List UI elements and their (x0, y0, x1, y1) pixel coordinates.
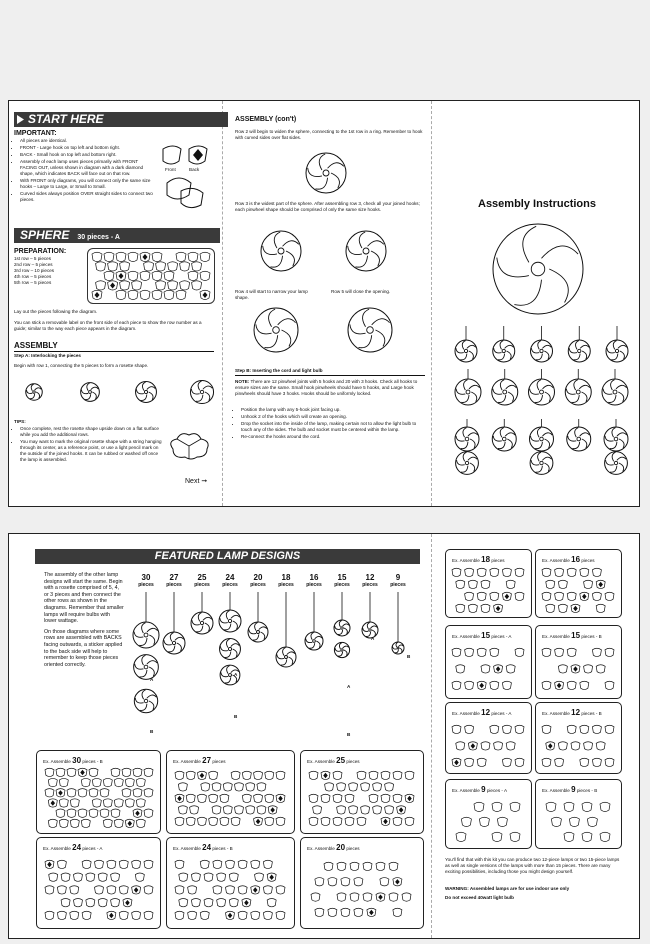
important-heading: IMPORTANT: (14, 130, 57, 137)
front-label: Front (165, 167, 176, 172)
piece-grid-diagram (452, 725, 524, 767)
example-label: Ex. Assemble 24 pieces - A (43, 843, 103, 852)
row5-text: Row 5 will close the opening. (331, 289, 391, 294)
warning-text-1: WARNING: Assembled lamps are for use indoor use only (445, 886, 570, 891)
row3-text: Row 3 is the widest part of the sphere. After assembling row 3, check all your joined hooks; each pinwheel shape should be comprised of only the same size hooks. (235, 201, 420, 212)
list-item: • With FRONT only diagrams, you will connect only the same size hooks – Large to Large, or Small to Small. (20, 178, 154, 190)
example-label: Ex. Assemble 25 pieces (307, 756, 360, 765)
row-item: 1st row – 5 pieces (14, 256, 52, 261)
row-item: 3rd row – 10 pieces (14, 268, 55, 273)
example-label: Ex. Assemble 9 pieces - B (542, 785, 598, 794)
lamp-row4-diagram (252, 306, 300, 354)
example-label: Ex. Assemble 24 pieces - B (173, 843, 233, 852)
list-item: • Assembly of each lamp uses pieces primarily with FRONT FACING OUT, unless shown in diagram with a dark diamond shape, which indicates BACK will face out on that row. (20, 159, 154, 177)
example-box (300, 837, 424, 929)
example-label: Ex. Assemble 16 pieces (542, 555, 595, 564)
list-item: • Once complete, rest the rosette shape upside down on a flat surface while you add the additional rows. (20, 426, 164, 438)
assembly-cont-title: ASSEMBLY (235, 116, 274, 123)
example-label: Ex. Assemble 15 pieces - B (542, 631, 602, 640)
arrow-icon (15, 114, 27, 125)
piece-grid-diagram (309, 771, 414, 826)
example-box (535, 779, 622, 849)
lamp-row5-diagram (346, 306, 394, 354)
next-link[interactable] (185, 477, 207, 485)
variant-b-label: B (347, 732, 351, 737)
example-box (36, 750, 161, 834)
next-label: Next (185, 478, 200, 485)
example-box (445, 625, 532, 699)
example-label: Ex. Assemble 30 pieces - B (43, 756, 103, 765)
rosette-upside-down-icon (167, 431, 211, 461)
piece-count-24: 24 pieces (222, 573, 238, 588)
variant-b-label: B (150, 729, 154, 734)
variant-b-label: B (407, 654, 411, 659)
hanging-lamps-row-2 (449, 369, 634, 419)
layout-text: Lay out the pieces following the diagram. (14, 309, 98, 314)
example-box (445, 779, 532, 849)
sphere-subtitle: 30 pieces - A (77, 234, 120, 241)
label-text: You can stick a removable label on the front side of each piece to show the row number as a guide; similar to the way each piece appears in the diagram. (14, 320, 202, 331)
example-box (166, 750, 295, 834)
piece-count-30: 30 pieces (138, 573, 154, 588)
piece-grid-diagram (45, 768, 153, 828)
example-box (535, 625, 622, 699)
lamp-row3a-diagram (259, 229, 303, 273)
piece-grid-diagram (92, 252, 210, 300)
piece-count-18: 18 pieces (278, 573, 294, 588)
step-b-list (235, 407, 425, 441)
fold-line (222, 101, 223, 506)
example-box (300, 750, 424, 834)
piece-count-20: 20 pieces (250, 573, 266, 588)
piece-grid-diagram (456, 802, 520, 842)
example-box (166, 837, 295, 929)
row4-text: Row 4 will start to narrow your lamp shape. (235, 289, 308, 300)
list-item: • BACK - Small hook on top left and bottom right. (20, 152, 154, 158)
step-a-heading: Step A: Interlocking the pieces (14, 353, 81, 358)
featured-text (44, 572, 124, 668)
piece-grid-diagram (452, 648, 524, 690)
piece-grid-diagram (452, 568, 524, 613)
rosette-steps-diagram (23, 376, 213, 408)
example-label: Ex. Assemble 27 pieces (173, 756, 226, 765)
piece-count-12: 12 pieces (362, 573, 378, 588)
example-box (535, 549, 622, 618)
divider (235, 375, 425, 376)
row-item: 2nd row – 5 pieces (14, 262, 53, 267)
front-back-piece-icon (159, 143, 214, 213)
variant-a-label: A (234, 672, 238, 677)
list-item: • Curved sides always position OVER straight sides to connect two pieces. (20, 191, 154, 203)
fold-line (431, 101, 432, 506)
example-label: Ex. Assemble 18 pieces (452, 555, 505, 564)
piece-count-9: 9 pieces (390, 573, 406, 588)
example-box (445, 702, 532, 774)
assembly-cont-sub: (con't) (275, 116, 297, 123)
hanging-lamps-row-1 (449, 326, 634, 366)
important-list (14, 138, 154, 204)
example-label: Ex. Assemble 20 pieces (307, 843, 360, 852)
instruction-sheet-2 (8, 533, 640, 939)
row-item: 5th row – 5 pieces (14, 280, 52, 285)
preparation-diagram (87, 248, 215, 304)
featured-text-2: On those diagrams where some rows are assembled with BACKS facing outwards, a sticker applied to the back side will help to remember to keep those pieces oriented correctly. (44, 628, 123, 668)
featured-title: FEATURED LAMP DESIGNS (154, 550, 301, 562)
footer-text: You'll find that with this kit you can produce two 12-piece lamps or two 15-piece lamps as well as single versions of the lamps with more than 15 pieces. There are many exciting possibilities, including those you might design yourself. (445, 857, 620, 874)
note-block (235, 379, 425, 397)
hanging-lamps-row-3 (449, 419, 634, 497)
piece-count-27: 27 pieces (166, 573, 182, 588)
list-item: • Re-connect the hooks around the cord. (241, 434, 425, 440)
back-label: Back (189, 167, 200, 172)
list-item: • Unhook 2 of the hooks which will create an opening. (241, 414, 425, 420)
arrow-right-icon: ➞ (201, 478, 208, 485)
piece-grid-diagram (175, 860, 285, 920)
piece-grid-diagram (542, 568, 614, 613)
main-lamp-illustration (490, 221, 586, 317)
step-a-text: Begin with row 1, connecting the 5 pieces to form a rosette shape. (14, 363, 149, 368)
assembly-heading: ASSEMBLY (14, 341, 58, 350)
list-item: • FRONT - Large hook on top left and bottom right. (20, 145, 154, 151)
start-here-title: START HERE (28, 112, 104, 126)
divider (14, 351, 214, 352)
list-item: • All pieces are identical. (20, 138, 154, 144)
warning-text-2: Do not exceed 40watt light bulb (445, 895, 514, 900)
step-b-heading: Step B: Inserting the cord and light bulb (235, 368, 323, 373)
fold-line (431, 534, 432, 938)
piece-grid-diagram (546, 802, 610, 842)
list-item: • Position the lamp with any 5-hook joint facing up. (241, 407, 425, 413)
piece-count-25: 25 pieces (194, 573, 210, 588)
sphere-title: SPHERE (20, 228, 70, 242)
piece-grid-diagram (542, 648, 614, 690)
piece-grid-diagram (45, 860, 153, 920)
variant-a-label: A (347, 684, 351, 689)
row-item: 4th row – 5 pieces (14, 274, 52, 279)
piece-grid-diagram (542, 725, 614, 767)
note-label: NOTE: (235, 379, 250, 384)
sphere-banner (14, 228, 220, 243)
example-label: Ex. Assemble 12 pieces - A (452, 708, 512, 717)
assembly-instructions-title: Assembly Instructions (478, 198, 596, 210)
lamp-row3b-diagram (344, 229, 388, 273)
example-label: Ex. Assemble 12 pieces - B (542, 708, 602, 717)
lamp-row2-diagram (304, 151, 348, 195)
featured-banner (35, 549, 420, 564)
row-list (14, 256, 84, 286)
variant-b-label: B (234, 714, 238, 719)
featured-lamps-diagram (129, 592, 419, 742)
note-text: There are 12 pinwheel joints with 5 hooks and 20 with 3 hooks. Check all hooks to ensure sizes are the same. Small hook pinwheels should have 5 hooks, and Large hook pinwheels should have 3 hooks. Hooks should be uniformly locked. (235, 379, 418, 396)
example-label: Ex. Assemble 15 pieces - A (452, 631, 512, 640)
tips-heading: TIPS: (14, 419, 26, 424)
assembly-cont-heading (235, 116, 296, 123)
start-here-banner (14, 112, 228, 127)
example-box (445, 549, 532, 618)
featured-text-1: The assembly of the other lamp designs will start the same. Begin with a rosette comprised of 5, 4, or 3 pieces and then connect the other rows as shown in the diagrams. Remember that smaller lamps will require bulbs with lower wattage. (44, 572, 124, 625)
variant-a-label: A (371, 636, 375, 641)
list-item: • Drop the socket into the inside of the lamp, making certain not to allow the light bulb to touch any of the sides. The bulb and socket must be centered within the lamp. (241, 421, 425, 433)
variant-a-label: A (150, 677, 154, 682)
piece-count-16: 16 pieces (306, 573, 322, 588)
piece-count-15: 15 pieces (334, 573, 350, 588)
preparation-heading: PREPARATION: (14, 248, 67, 255)
example-label: Ex. Assemble 9 pieces - A (452, 785, 508, 794)
piece-grid-diagram (311, 862, 411, 917)
instruction-sheet-1 (8, 100, 640, 507)
example-box (36, 837, 161, 929)
tips-list (14, 426, 164, 464)
row2-text: Row 2 will begin to widen the sphere, connecting to the 1st row in a ring. Remember to hook with curved sides over flat sides. (235, 129, 423, 140)
list-item: • You may want to mark the original rosette shape with a string hanging through its center, as a reference point, or use a light pencil mark on the outside of the joined hooks. It can be rubbed or washed off once the lamp is assembled. (20, 439, 164, 463)
example-box (535, 702, 622, 774)
piece-grid-diagram (175, 771, 285, 826)
